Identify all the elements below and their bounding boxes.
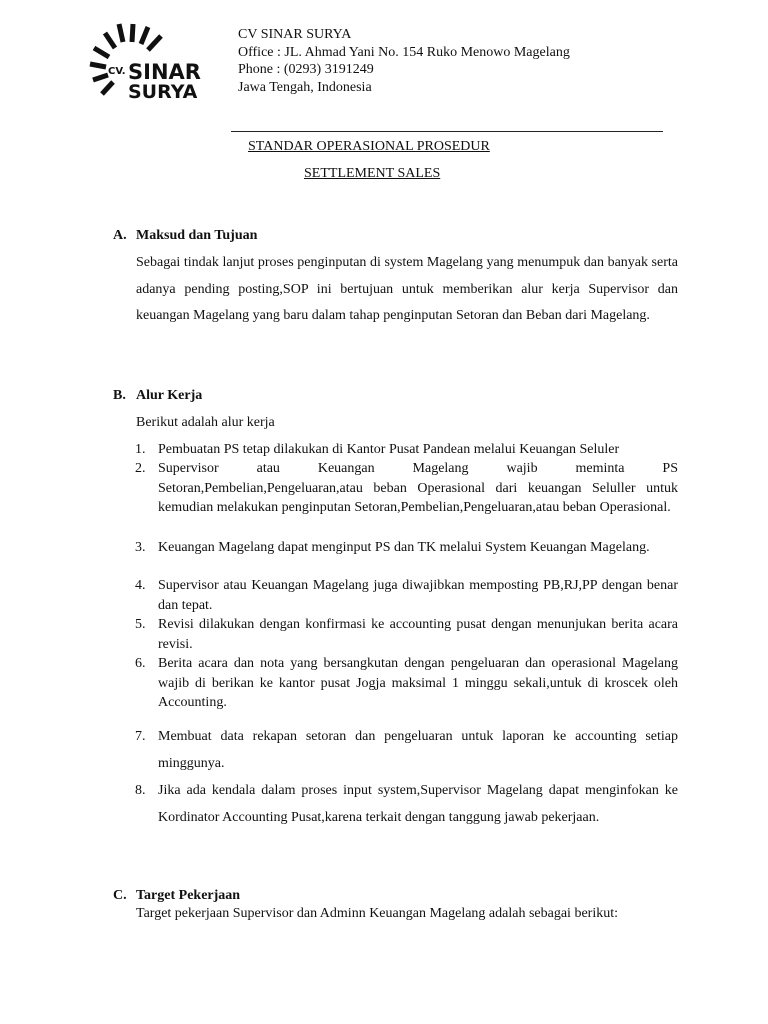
list-item-number: 7. bbox=[135, 729, 146, 744]
section-a-heading: Maksud dan Tujuan bbox=[136, 228, 258, 243]
list-item-number: 4. bbox=[135, 578, 146, 593]
header-divider bbox=[231, 131, 663, 132]
section-a-letter: A. bbox=[113, 228, 127, 243]
list-item-number: 1. bbox=[135, 442, 146, 457]
section-b-letter: B. bbox=[113, 388, 126, 403]
list-item: Supervisor atau Keuangan Magelang wajib meminta PS Setoran,Pembelian,Pengeluaran,atau beban Operasional dari keuangan Seluller untuk kemudian melakukan penginputan Setoran,Pembelian,Pengeluaran,atau beban Operasional. bbox=[158, 461, 678, 515]
list-item: Pembuatan PS tetap dilakukan di Kantor Pusat Pandean melalui Keuangan Seluler bbox=[158, 442, 620, 457]
list-item: Supervisor atau Keuangan Magelang juga diwajibkan memposting PB,RJ,PP dengan benar dan tepat. bbox=[158, 578, 678, 613]
svg-text:SINAR: SINAR bbox=[128, 60, 201, 84]
company-phone: Phone : (0293) 3191249 bbox=[238, 62, 374, 77]
svg-text:SURYA: SURYA bbox=[128, 81, 198, 103]
section-c-letter: C. bbox=[113, 888, 127, 903]
section-c-body: Target pekerjaan Supervisor dan Adminn Keuangan Magelang adalah sebagai berikut: bbox=[136, 906, 618, 921]
section-b-heading: Alur Kerja bbox=[136, 388, 203, 403]
document-title: STANDAR OPERASIONAL PROSEDUR bbox=[248, 139, 490, 154]
list-item-number: 5. bbox=[135, 617, 146, 632]
sun-logo-icon bbox=[88, 22, 206, 104]
list-item: Revisi dilakukan dengan konfirmasi ke accounting pusat dengan menunjukan berita acara revisi. bbox=[158, 617, 678, 652]
document-subtitle: SETTLEMENT SALES bbox=[304, 166, 441, 181]
list-item-number: 8. bbox=[135, 783, 146, 798]
company-name: CV SINAR SURYA bbox=[238, 27, 352, 42]
list-item-number: 6. bbox=[135, 656, 146, 671]
svg-text:CV.: CV. bbox=[108, 66, 126, 77]
list-item: Membuat data rekapan setoran dan pengeluaran untuk laporan ke accounting setiap minggunya. bbox=[158, 729, 678, 771]
list-item-number: 3. bbox=[135, 540, 146, 555]
list-item: Berita acara dan nota yang bersangkutan dengan pengeluaran dan operasional Magelang wajib di berikan ke kantor pusat Jogja maksimal 1 minggu sekali,untuk di kroscek oleh Accounting. bbox=[158, 656, 678, 710]
list-item-number: 2. bbox=[135, 461, 146, 476]
section-b-intro: Berikut adalah alur kerja bbox=[136, 415, 275, 430]
company-location: Jawa Tengah, Indonesia bbox=[238, 80, 372, 95]
list-item: Keuangan Magelang dapat menginput PS dan TK melalui System Keuangan Magelang. bbox=[158, 540, 650, 555]
list-item: Jika ada kendala dalam proses input system,Supervisor Magelang dapat menginfokan ke Kordinator Accounting Pusat,karena terkait dengan tanggung jawab pekerjaan. bbox=[158, 783, 678, 825]
section-a-body: Sebagai tindak lanjut proses penginputan di system Magelang yang menumpuk dan banyak serta adanya pending posting,SOP ini bertujuan untuk memberikan alur kerja Supervisor dan keuangan Magelang yang baru dalam tahap penginputan Setoran dan Beban dari Magelang. bbox=[136, 255, 678, 323]
company-office-address: Office : JL. Ahmad Yani No. 154 Ruko Menowo Magelang bbox=[238, 45, 570, 60]
company-logo bbox=[88, 22, 206, 104]
section-c-heading: Target Pekerjaan bbox=[136, 888, 241, 903]
